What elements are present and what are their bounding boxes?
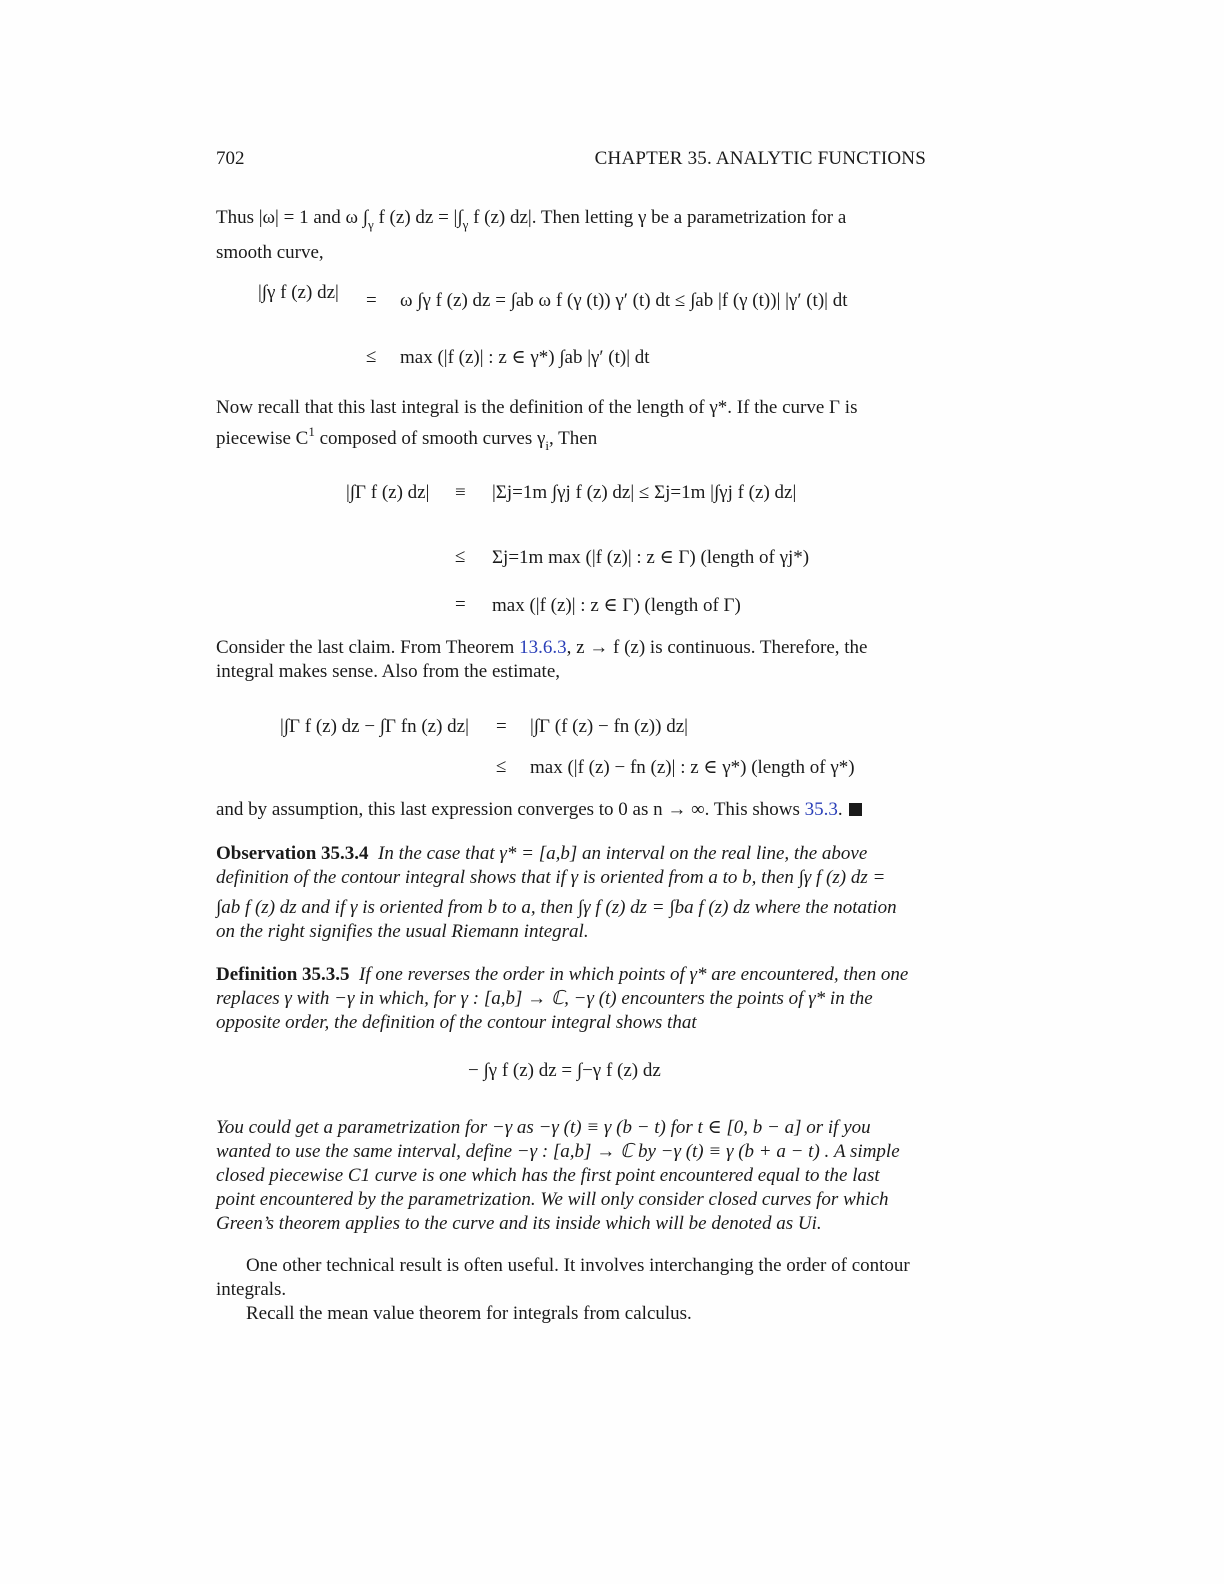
definition-continued (216, 1116, 936, 1236)
page-number: 702 (216, 148, 245, 169)
eq1-row1-rel: = (366, 290, 377, 311)
eq3-row1-rel: = (496, 716, 507, 737)
obs-line-2: definition of the contour integral shows that if γ is oriented from a to b, then ∫γ f (z) dz = (216, 867, 886, 888)
eq1-row1-lhs: |∫γ f (z) dz| (258, 282, 339, 303)
obs-line-1: In the case that γ* = [a,b] an interval on the real line, the above (378, 843, 868, 864)
def-line-1: If one reverses the order in which points of γ* are encountered, then one (359, 964, 909, 985)
p1-line-2: smooth curve, (216, 242, 324, 263)
eq2-row1-rel: ≡ (455, 482, 466, 503)
def-line-2: replaces γ with −γ in which, for γ : [a,b] → ℂ, −γ (t) encounters the points of γ* in the (216, 988, 873, 1009)
p2-line-1: Now recall that this last integral is the definition of the length of γ*. If the curve Γ is (216, 397, 858, 418)
paragraph-technical (216, 1254, 936, 1326)
paragraph-consider (216, 636, 936, 684)
eq3-row2-rel: ≤ (496, 756, 507, 777)
p4-text-b: . (837, 799, 843, 820)
p5-line-2: integrals. (216, 1279, 287, 1300)
p2-text-a: piecewise C (216, 428, 309, 449)
paragraph-intro (216, 206, 936, 265)
eq2-row1-rhs: |Σj=1m ∫γj f (z) dz| ≤ Σj=1m |∫γj f (z) dz| (492, 482, 797, 503)
p3-line-2: integral makes sense. Also from the estimate, (216, 661, 561, 682)
p1-text-a: Thus |ω| = 1 and ω ∫ (216, 207, 368, 228)
definition-block (216, 963, 936, 1035)
p1-text-e: f (z) dz|. Then letting γ be a parametrization for a (468, 207, 847, 228)
p4-text-a: and by assumption, this last expression converges to 0 as n → ∞. This shows (216, 799, 805, 820)
eq3-row1-lhs: |∫Γ f (z) dz − ∫Γ fn (z) dz| (280, 716, 469, 737)
def-line-3: opposite order, the definition of the contour integral shows that (216, 1012, 697, 1033)
paragraph-conclusion (216, 798, 936, 822)
def-line-5: wanted to use the same interval, define −γ : [a,b] → ℂ by −γ (t) ≡ γ (b + a − t) . A simple (216, 1141, 900, 1162)
def-line-6: closed piecewise C1 curve is one which has the first point encountered equal to the last (216, 1165, 880, 1186)
observation-block (216, 842, 936, 944)
observation-label: Observation 35.3.4 (216, 843, 369, 864)
eq1-row1-rhs: ω ∫γ f (z) dz = ∫ab ω f (γ (t)) γ′ (t) dt ≤ ∫ab |f (γ (t))| |γ′ (t)| dt (400, 290, 848, 311)
p2-text-c: , Then (549, 428, 598, 449)
p5-line-3: Recall the mean value theorem for integrals from calculus. (246, 1303, 692, 1324)
p3-text-a: Consider the last claim. From Theorem (216, 637, 520, 658)
qed-square-icon (849, 803, 862, 816)
p1-sub-gamma: γ (367, 217, 374, 232)
obs-line-4: on the right signifies the usual Riemann integral. (216, 921, 589, 942)
eq2-row2-rel: ≤ (455, 546, 466, 567)
p5-line-1: One other technical result is often useful. It involves interchanging the order of contour (246, 1255, 910, 1276)
p2-sub: i (545, 438, 550, 453)
equation-link[interactable]: 35.3 (804, 799, 838, 820)
def-line-4: You could get a parametrization for −γ as −γ (t) ≡ γ (b − t) for t ∈ [0, b − a] or if you (216, 1117, 871, 1138)
def-equation: − ∫γ f (z) dz = ∫−γ f (z) dz (468, 1060, 661, 1081)
eq2-row2-rhs: Σj=1m max (|f (z)| : z ∈ Γ) (length of γj*) (492, 547, 810, 568)
obs-line-3: ∫ab f (z) dz and if γ is oriented from b to a, then ∫γ f (z) dz = ∫ba f (z) dz where the notation (216, 897, 897, 918)
eq3-row1-rhs: |∫Γ (f (z) − fn (z)) dz| (530, 716, 688, 737)
paragraph-length (216, 396, 936, 458)
def-line-7: point encountered by the parametrization. We will only consider closed curves for which (216, 1189, 889, 1210)
p1-text-c: f (z) dz = |∫ (373, 207, 463, 228)
def-line-8: Green’s theorem applies to the curve and its inside which will be denoted as Ui. (216, 1213, 822, 1234)
p3-text-b: , z → f (z) is continuous. Therefore, the (566, 637, 868, 658)
definition-label: Definition 35.3.5 (216, 964, 350, 985)
theorem-link[interactable]: 13.6.3 (519, 637, 567, 658)
eq1-row2-rel: ≤ (366, 346, 377, 367)
eq2-row1-lhs: |∫Γ f (z) dz| (346, 482, 430, 503)
eq3-row2-rhs: max (|f (z) − fn (z)| : z ∈ γ*) (length of γ*) (530, 757, 855, 778)
eq2-row3-rhs: max (|f (z)| : z ∈ Γ) (length of Γ) (492, 595, 741, 616)
eq2-row3-rel: = (455, 594, 466, 615)
p2-text-b: composed of smooth curves γ (314, 428, 546, 449)
eq1-row2-rhs: max (|f (z)| : z ∈ γ*) ∫ab |γ′ (t)| dt (400, 347, 650, 368)
running-head: CHAPTER 35. ANALYTIC FUNCTIONS (594, 148, 926, 169)
p2-sup: 1 (308, 424, 315, 439)
p1-sub-gamma-2: γ (462, 217, 469, 232)
